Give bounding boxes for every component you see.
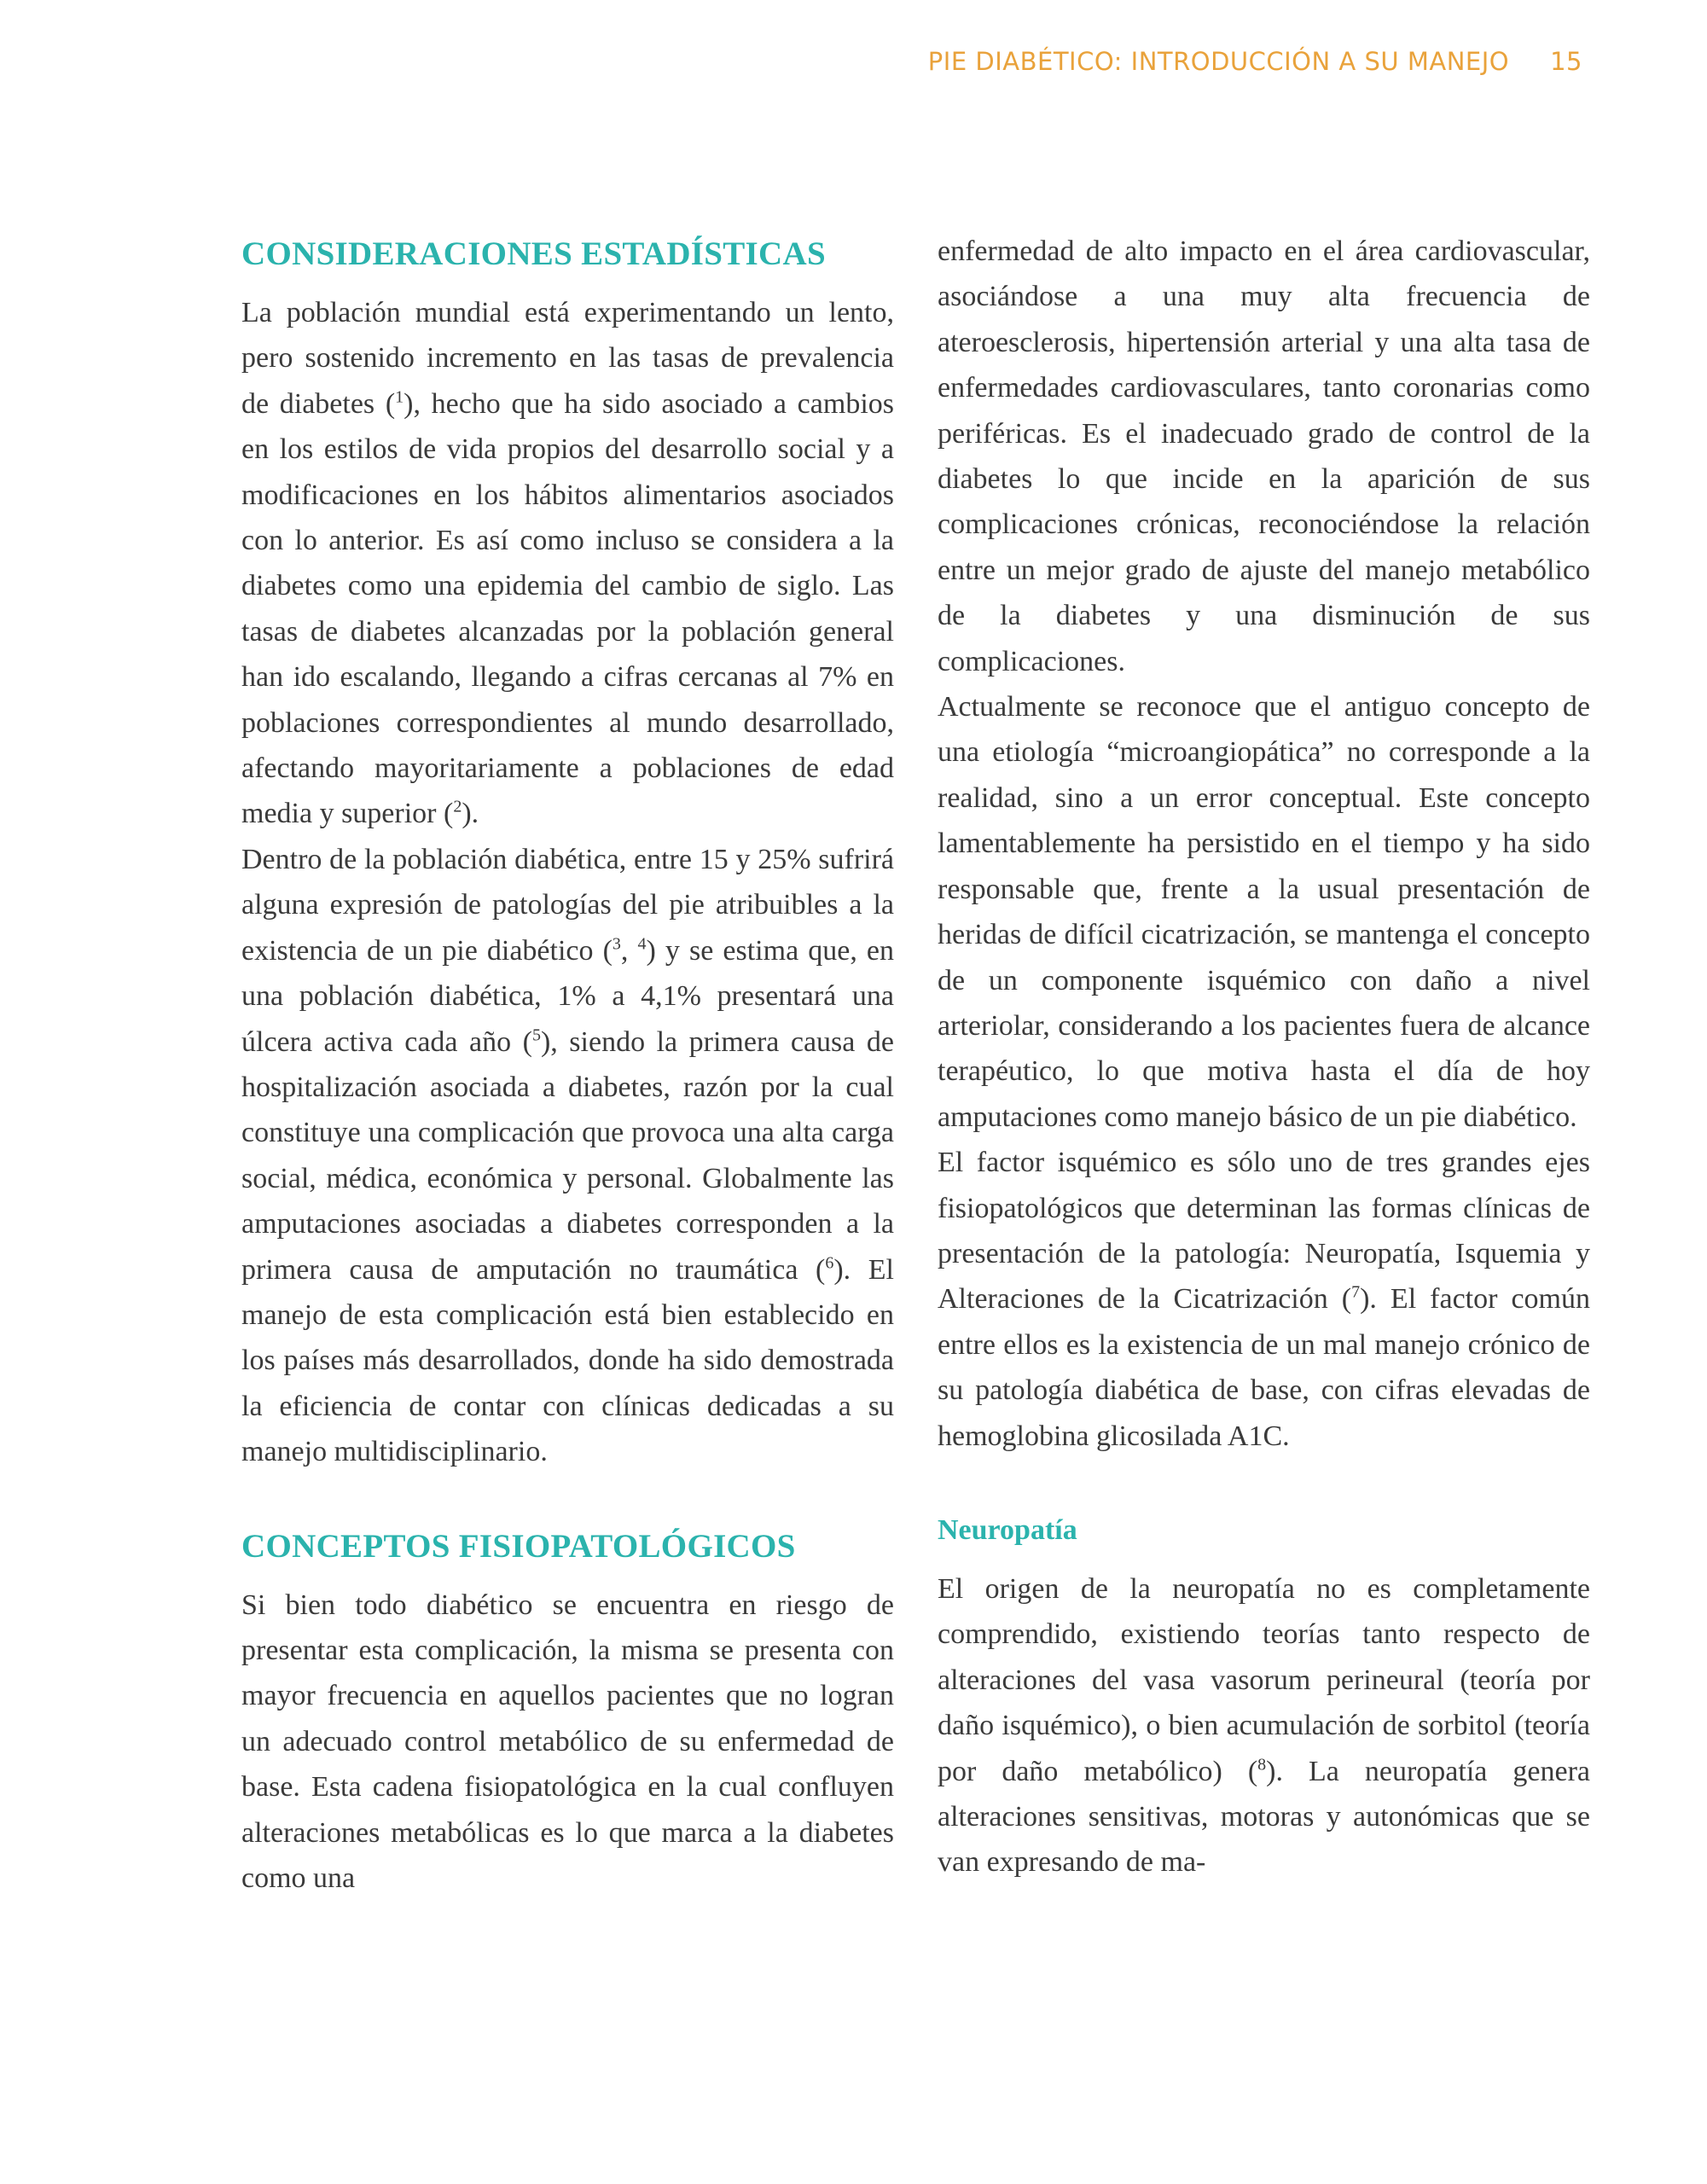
running-header — [928, 47, 1582, 76]
text-run: ). El factor común entre ellos es la existencia de un mal manejo crónico de su patología diabética de base, con cifras elevadas de hemoglobina glicosilada A1C. — [938, 1283, 1591, 1452]
text-run: ). — [462, 798, 479, 830]
paragraph-estadisticas-2 — [241, 837, 894, 1475]
page-number: 15 — [1550, 47, 1582, 76]
text-run: ). El manejo de esta complicación está bien establecido en los países más desarrollados, donde ha sido demostrada la eficiencia de contar con clínicas dedicadas a su manejo multidisciplinario. — [241, 1253, 895, 1468]
section-heading-conceptos-fisiopatologicos: CONCEPTOS FISIOPATOLÓGICOS — [241, 1527, 796, 1565]
text-run: El factor isquémico es sólo uno de tres grandes ejes fisiopatológicos que determinan las formas clínicas de presentación de la patología: Neuropatía, Isquemia y Alteraciones de la Cicatrización ( — [938, 1147, 1590, 1316]
text-run: , — [620, 934, 638, 967]
text-run: ), hecho que ha sido asociado a cambios en los estilos de vida propios del desarrollo social y a modificaciones en los hábitos alimentarios asociados con lo anterior. Es así como incluso se considera a la diabetes como una epidemia del cambio de siglo. Las tasas de diabetes alcanzadas por la población general han ido escalando, llegando a cifras cercanas al 7% en poblaciones correspondientes al mundo desarrollado, afectando mayoritariamente a poblaciones de edad media y superior ( — [241, 387, 894, 830]
paragraph-estadisticas-1 — [241, 290, 894, 837]
text-run: ) y se estima que, en una población diabética, 1% a 4,1% presentará una úlcera activa cada año ( — [241, 934, 895, 1058]
paragraph-impacto-cardiovascular: enfermedad de alto impacto en el área cardiovascular, asociándose a una muy alta frecuencia de ateroesclerosis, hipertensión arterial y una alta tasa de enfermedades cardiovasculares, tanto coronarias como periféricas. Es el inadecuado grado de control de la diabetes lo que incide en la aparición de sus complicaciones crónicas, reconociéndose la relación entre un mejor grado de ajuste del manejo metabólico de la diabetes y una disminución de sus complicaciones. — [938, 235, 1590, 677]
citation-ref: 6 — [825, 1253, 834, 1273]
citation-ref: 4 — [637, 934, 647, 954]
citation-ref: 1 — [395, 387, 404, 407]
paragraph-factor-isquemico — [938, 1140, 1590, 1459]
text-run: La población mundial está experimentando un lento, pero sostenido incremento en las tasas de prevalencia de diabetes ( — [241, 297, 894, 420]
paragraph-microangiopatica: Actualmente se reconoce que el antiguo concepto de una etiología “microangiopática” no corresponde a la realidad, sino a un error conceptual. Este concepto lamentablemente ha persistido en el tiempo y ha sido responsable que, frente a la usual presentación de heridas de difícil cicatrización, se mantenga el concepto de un componente isquémico con daño a nivel arteriolar, considerando a los pacientes fuera de alcance terapéutico, lo que motiva hasta el día de hoy amputaciones como manejo básico de un pie diabético. — [938, 691, 1590, 1133]
left-column — [241, 229, 894, 1901]
subsection-heading-neuropatia: Neuropatía — [938, 1513, 1077, 1546]
right-column — [938, 229, 1590, 1885]
citation-ref: 3 — [612, 934, 621, 954]
citation-ref: 8 — [1257, 1755, 1267, 1774]
running-header-title: PIE DIABÉTICO: INTRODUCCIÓN A SU MANEJO — [927, 47, 1510, 76]
paragraph-fisiopatologicos-1: Si bien todo diabético se encuentra en riesgo de presentar esta complicación, la misma se presenta con mayor frecuencia en aquellos pacientes que no logran un adecuado control metabólico de su enfermedad de base. Esta cadena fisiopatológica en la cual confluyen alteraciones metabólicas es lo que marca a la diabetes como una — [241, 1589, 894, 1894]
text-run: ), siendo la primera causa de hospitalización asociada a diabetes, razón por la cual constituye una complicación que provoca una alta carga social, médica, económica y personal. Globalmente las amputaciones asociadas a diabetes corresponden a la primera causa de amputación no traumática ( — [241, 1025, 894, 1286]
citation-ref: 2 — [453, 798, 462, 817]
paragraph-neuropatia-1 — [938, 1566, 1590, 1885]
section-heading-consideraciones-estadisticas: CONSIDERACIONES ESTADÍSTICAS — [241, 235, 826, 272]
text-run: Dentro de la población diabética, entre 15 y 25% sufrirá alguna expresión de patologías del pie atribuibles a la existencia de un pie diabético ( — [241, 843, 894, 967]
text-run: ). La neuropatía genera alteraciones sensitivas, motoras y autonómicas que se van expresando de ma- — [938, 1755, 1590, 1879]
citation-ref: 5 — [531, 1025, 541, 1045]
text-run: El origen de la neuropatía no es completamente comprendido, existiendo teorías tanto respecto de alteraciones del vasa vasorum perineural (teoría por daño isquémico), o bien acumulación de sorbitol (teoría por daño metabólico) ( — [938, 1572, 1590, 1787]
citation-ref: 7 — [1351, 1283, 1361, 1303]
